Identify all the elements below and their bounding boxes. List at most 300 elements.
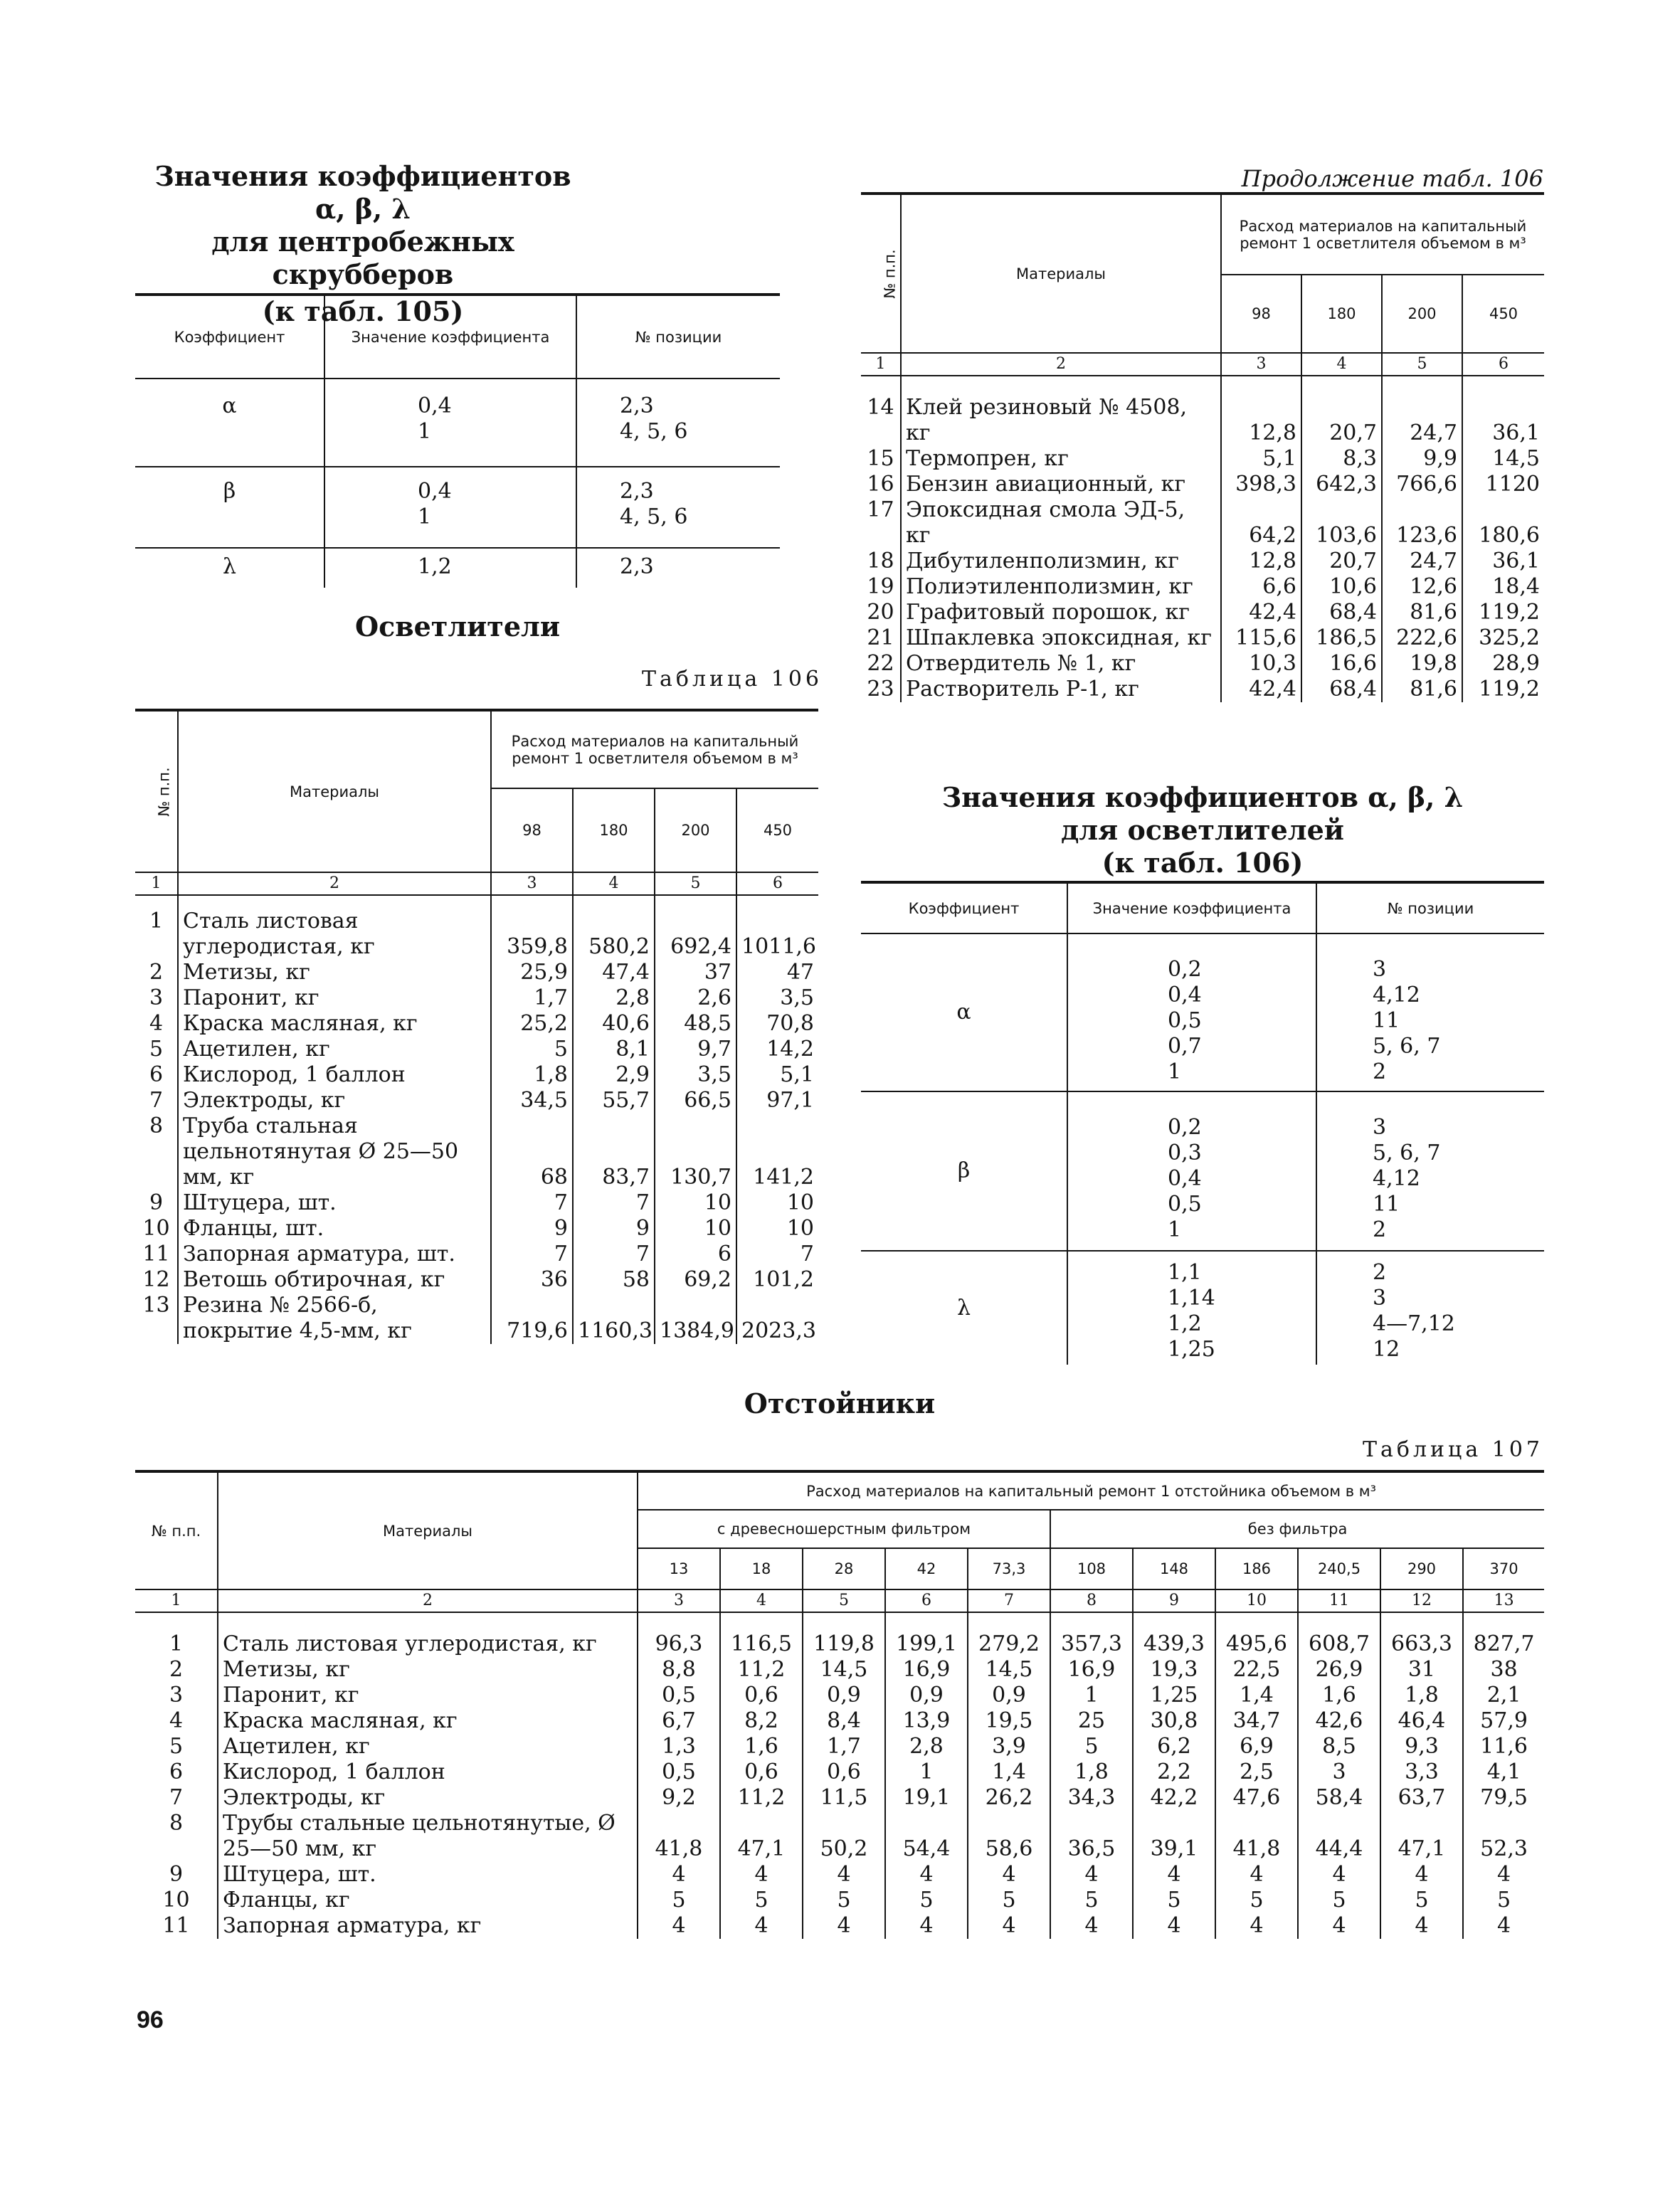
clarifiers-heading: Осветлители	[354, 610, 561, 642]
group-filter-header: с древесношерстным фильтром	[638, 1510, 1050, 1548]
value-cell: 4	[1050, 1862, 1133, 1888]
value-cell: 439,3	[1133, 1612, 1215, 1657]
volume-header: 200	[1382, 275, 1462, 353]
value-cell: 47,1	[1380, 1811, 1463, 1862]
value-cell: 14,5	[968, 1657, 1050, 1683]
value-cell: 58,6	[968, 1811, 1050, 1862]
row-number: 2	[169, 1657, 184, 1682]
value-cell: 16,9	[1050, 1657, 1133, 1683]
value-cell: 4	[968, 1913, 1050, 1939]
col-num-header	[135, 710, 178, 872]
table-row	[135, 985, 818, 1011]
material-name: Паронит, кг	[218, 1683, 638, 1708]
coef-positions: 2,3	[576, 548, 780, 588]
value-cell: 357,3	[1050, 1612, 1133, 1657]
value-cell: 54,4	[885, 1811, 968, 1862]
col-index: 4	[720, 1589, 803, 1612]
row-number: 10	[142, 1216, 170, 1241]
value-cell: 10	[655, 1190, 736, 1216]
value-cell: 5	[968, 1888, 1050, 1913]
row-number: 21	[867, 625, 894, 650]
table-row	[861, 497, 1544, 549]
volume-header: 148	[1133, 1548, 1215, 1589]
value-cell: 12,6	[1382, 574, 1462, 600]
table-row	[861, 376, 1544, 446]
material-name: Ацетилен, кг	[178, 1037, 491, 1062]
volume-header: 18	[720, 1548, 803, 1589]
row-number: 17	[867, 497, 894, 522]
material-name: Запорная арматура, шт.	[178, 1242, 491, 1267]
title-line: Значения коэффициентов α, β, λ	[154, 160, 571, 225]
value-cell: 9,7	[655, 1037, 736, 1062]
material-name: Паронит, кг	[178, 985, 491, 1011]
col-header: Коэффициент	[861, 882, 1067, 933]
value-cell: 10	[736, 1216, 818, 1242]
table-row	[861, 677, 1544, 702]
value-cell: 5	[803, 1888, 885, 1913]
value-cell: 68,4	[1301, 677, 1382, 702]
value-cell: 55,7	[573, 1088, 655, 1113]
value-cell: 642,3	[1301, 472, 1382, 497]
table-row	[135, 1242, 818, 1267]
value-cell: 692,4	[655, 895, 736, 960]
coef-values: 0,4 1	[324, 467, 576, 548]
group-nofilter-header: без фильтра	[1050, 1510, 1544, 1548]
value-cell: 4	[1215, 1862, 1298, 1888]
col-index: 5	[803, 1589, 885, 1612]
value-cell: 495,6	[1215, 1612, 1298, 1657]
table-row	[861, 651, 1544, 677]
value-cell: 766,6	[1382, 472, 1462, 497]
value-cell: 1,4	[1215, 1683, 1298, 1708]
value-cell: 4	[638, 1913, 720, 1939]
row-number: 15	[867, 446, 894, 471]
value-cell: 6,6	[1221, 574, 1301, 600]
value-cell: 5	[491, 1037, 573, 1062]
col-index: 1	[861, 353, 901, 376]
value-cell: 6,9	[1215, 1734, 1298, 1760]
row-number: 18	[867, 549, 894, 573]
value-cell: 6	[655, 1242, 736, 1267]
value-cell: 26,9	[1298, 1657, 1380, 1683]
col-index: 2	[901, 353, 1221, 376]
coef-values: 0,4 1	[324, 379, 576, 467]
col-index: 13	[1463, 1589, 1544, 1612]
value-cell: 42,4	[1221, 600, 1301, 625]
value-cell: 41,8	[638, 1811, 720, 1862]
col-materials-header: Материалы	[218, 1471, 638, 1589]
col-num-label: № п.п.	[155, 766, 173, 817]
value-cell: 5	[720, 1888, 803, 1913]
table-row	[861, 600, 1544, 625]
value-cell: 5	[1050, 1888, 1133, 1913]
row-number: 16	[867, 472, 894, 497]
value-cell: 9,9	[1382, 446, 1462, 472]
table-row	[135, 1760, 1544, 1785]
value-cell: 36,5	[1050, 1811, 1133, 1862]
material-name: Трубы стальные цельнотянутые, Ø 25—50 мм, кг	[218, 1811, 638, 1862]
value-cell: 25,2	[491, 1011, 573, 1037]
value-cell: 5	[885, 1888, 968, 1913]
value-cell: 141,2	[736, 1113, 818, 1190]
table-row	[135, 1734, 1544, 1760]
volume-header: 42	[885, 1548, 968, 1589]
table107-label: Таблица 107	[1363, 1437, 1543, 1462]
value-cell: 1011,6	[736, 895, 818, 960]
value-cell: 0,5	[638, 1683, 720, 1708]
value-cell: 42,2	[1133, 1785, 1215, 1811]
volume-header: 98	[491, 788, 573, 872]
value-cell: 2,6	[655, 985, 736, 1011]
value-cell: 4	[885, 1913, 968, 1939]
value-cell: 1384,9	[655, 1293, 736, 1344]
col-index: 1	[135, 872, 178, 895]
coef-symbol: λ	[222, 554, 236, 579]
col-index: 4	[1301, 353, 1382, 376]
material-name: Сталь листовая углеродистая, кг	[218, 1612, 638, 1657]
value-cell: 12,8	[1221, 549, 1301, 574]
volume-header: 180	[1301, 275, 1382, 353]
material-name: Фланцы, шт.	[178, 1216, 491, 1242]
row-number: 7	[149, 1088, 164, 1113]
value-cell: 13,9	[885, 1708, 968, 1734]
volume-header: 108	[1050, 1548, 1133, 1589]
value-cell: 2023,3	[736, 1293, 818, 1344]
value-cell: 1,7	[491, 985, 573, 1011]
value-cell: 0,9	[885, 1683, 968, 1708]
value-cell: 25	[1050, 1708, 1133, 1734]
value-cell: 4	[803, 1862, 885, 1888]
value-cell: 1,6	[720, 1734, 803, 1760]
value-cell: 3,3	[1380, 1760, 1463, 1785]
value-cell: 1,6	[1298, 1683, 1380, 1708]
value-cell: 119,8	[803, 1612, 885, 1657]
value-cell: 186,5	[1301, 625, 1382, 651]
value-cell: 81,6	[1382, 677, 1462, 702]
value-cell: 2,8	[573, 985, 655, 1011]
value-cell: 398,3	[1221, 472, 1301, 497]
volume-header: 186	[1215, 1548, 1298, 1589]
value-cell: 4	[885, 1862, 968, 1888]
table-row	[135, 1216, 818, 1242]
value-cell: 6,7	[638, 1708, 720, 1734]
material-name: Кислород, 1 баллон	[178, 1062, 491, 1088]
value-cell: 68	[491, 1113, 573, 1190]
value-cell: 47,6	[1215, 1785, 1298, 1811]
row-number: 1	[149, 909, 164, 933]
volume-header: 98	[1221, 275, 1301, 353]
value-cell: 4	[1463, 1913, 1544, 1939]
value-cell: 19,8	[1382, 651, 1462, 677]
coef-values: 1,2	[324, 548, 576, 588]
value-cell: 123,6	[1382, 497, 1462, 549]
material-name: Отвердитель № 1, кг	[901, 651, 1221, 677]
table-row	[135, 1785, 1544, 1811]
value-cell: 9	[491, 1216, 573, 1242]
col-index: 5	[655, 872, 736, 895]
col-index: 12	[1380, 1589, 1463, 1612]
page-number: 96	[137, 2006, 164, 2033]
value-cell: 2,5	[1215, 1760, 1298, 1785]
table-row	[861, 472, 1544, 497]
value-cell: 39,1	[1133, 1811, 1215, 1862]
table-row	[861, 625, 1544, 651]
value-cell: 4	[1463, 1862, 1544, 1888]
value-cell: 4	[720, 1913, 803, 1939]
row-number: 19	[867, 574, 894, 599]
value-cell: 119,2	[1462, 600, 1544, 625]
table106-part1	[135, 709, 818, 1344]
value-cell: 19,5	[968, 1708, 1050, 1734]
value-cell: 116,5	[720, 1612, 803, 1657]
table-row	[861, 574, 1544, 600]
col-header: Значение коэффициента	[324, 295, 576, 379]
value-cell: 70,8	[736, 1011, 818, 1037]
table106-cont-label: Продолжение табл. 106	[1241, 165, 1543, 192]
value-cell: 37	[655, 960, 736, 985]
value-cell: 14,2	[736, 1037, 818, 1062]
value-cell: 4	[638, 1862, 720, 1888]
col-index: 3	[638, 1589, 720, 1612]
value-cell: 46,4	[1380, 1708, 1463, 1734]
row-number: 10	[162, 1888, 190, 1912]
table-row	[135, 1190, 818, 1216]
value-cell: 7	[491, 1190, 573, 1216]
material-name: Растворитель Р-1, кг	[901, 677, 1221, 702]
coef-values: 0,2 0,4 0,5 0,7 1	[1067, 933, 1316, 1091]
table-row	[135, 1062, 818, 1088]
value-cell: 663,3	[1380, 1612, 1463, 1657]
value-cell: 38	[1463, 1657, 1544, 1683]
table-row	[135, 1267, 818, 1293]
col-index: 5	[1382, 353, 1462, 376]
value-cell: 79,5	[1463, 1785, 1544, 1811]
value-cell: 11,5	[803, 1785, 885, 1811]
value-cell: 14,5	[803, 1657, 885, 1683]
title-line: Значения коэффициентов α, β, λ	[941, 781, 1464, 813]
value-cell: 42,4	[1221, 677, 1301, 702]
row-number: 8	[169, 1811, 184, 1836]
coef-symbol: β	[861, 1091, 1067, 1251]
value-cell: 5	[1133, 1888, 1215, 1913]
value-cell: 5	[1298, 1888, 1380, 1913]
value-cell: 26,2	[968, 1785, 1050, 1811]
row-number: 9	[149, 1190, 164, 1215]
value-cell: 47	[736, 960, 818, 985]
value-cell: 1160,3	[573, 1293, 655, 1344]
material-name: Эпоксидная смола ЭД-5, кг	[901, 497, 1221, 549]
value-cell: 42,6	[1298, 1708, 1380, 1734]
value-cell: 0,9	[968, 1683, 1050, 1708]
row-number: 14	[867, 395, 894, 420]
value-cell: 10	[736, 1190, 818, 1216]
table-row	[135, 1113, 818, 1190]
value-cell: 4	[1133, 1862, 1215, 1888]
table-row	[135, 895, 818, 960]
volume-header: 240,5	[1298, 1548, 1380, 1589]
col-index: 7	[968, 1589, 1050, 1612]
value-cell: 3,9	[968, 1734, 1050, 1760]
col-index: 10	[1215, 1589, 1298, 1612]
row-number: 1	[169, 1631, 184, 1656]
value-cell: 11,2	[720, 1657, 803, 1683]
value-cell: 69,2	[655, 1267, 736, 1293]
value-cell: 22,5	[1215, 1657, 1298, 1683]
coef-positions: 2 3 4—7,12 12	[1316, 1251, 1544, 1365]
value-cell: 4	[1215, 1913, 1298, 1939]
row-number: 4	[169, 1708, 184, 1733]
value-cell: 101,2	[736, 1267, 818, 1293]
col-header: Значение коэффициента	[1067, 882, 1316, 933]
material-name: Резина № 2566-б, покрытие 4,5-мм, кг	[178, 1293, 491, 1344]
value-cell: 4	[803, 1913, 885, 1939]
value-cell: 1,3	[638, 1734, 720, 1760]
material-name: Полиэтиленполизмин, кг	[901, 574, 1221, 600]
coef-positions: 2,3 4, 5, 6	[576, 379, 780, 467]
material-name: Термопрен, кг	[901, 446, 1221, 472]
title-line: для осветлителей	[1061, 814, 1344, 846]
value-cell: 2,2	[1133, 1760, 1215, 1785]
table-row	[135, 1888, 1544, 1913]
table-row	[135, 1683, 1544, 1708]
value-cell: 3,5	[655, 1062, 736, 1088]
coef-positions: 3 4,12 11 5, 6, 7 2	[1316, 933, 1544, 1091]
material-name: Метизы, кг	[178, 960, 491, 985]
title-line: для центробежных скрубберов	[211, 226, 514, 290]
material-name: Ацетилен, кг	[218, 1734, 638, 1760]
coef-positions: 3 5, 6, 7 4,12 11 2	[1316, 1091, 1544, 1251]
col-index: 6	[885, 1589, 968, 1612]
table-row	[135, 960, 818, 985]
value-cell: 0,5	[638, 1760, 720, 1785]
col-header: № позиции	[576, 295, 780, 379]
row-number: 4	[149, 1011, 164, 1036]
row-number: 5	[169, 1734, 184, 1759]
volume-header: 290	[1380, 1548, 1463, 1589]
title-line: (к табл. 106)	[1101, 847, 1304, 879]
table-row	[861, 446, 1544, 472]
volume-header: 180	[573, 788, 655, 872]
value-cell: 3,5	[736, 985, 818, 1011]
volume-header: 450	[736, 788, 818, 872]
value-cell: 130,7	[655, 1113, 736, 1190]
clarifiers-coef-title	[861, 781, 1544, 879]
value-cell: 115,6	[1221, 625, 1301, 651]
value-cell: 9,2	[638, 1785, 720, 1811]
value-cell: 359,8	[491, 895, 573, 960]
value-cell: 18,4	[1462, 574, 1544, 600]
value-cell: 36,1	[1462, 376, 1544, 446]
value-cell: 580,2	[573, 895, 655, 960]
value-cell: 16,6	[1301, 651, 1382, 677]
value-cell: 2,8	[885, 1734, 968, 1760]
coef-positions: 2,3 4, 5, 6	[576, 467, 780, 548]
coef-symbol: α	[135, 379, 324, 467]
value-cell: 14,5	[1462, 446, 1544, 472]
value-cell: 4	[1298, 1913, 1380, 1939]
value-cell: 199,1	[885, 1612, 968, 1657]
title-line: (к табл. 105)	[262, 295, 464, 327]
value-cell: 1	[885, 1760, 968, 1785]
value-cell: 24,7	[1382, 549, 1462, 574]
material-name: Метизы, кг	[218, 1657, 638, 1683]
value-cell: 103,6	[1301, 497, 1382, 549]
value-cell: 8,4	[803, 1708, 885, 1734]
volume-header: 370	[1463, 1548, 1544, 1589]
volume-header: 13	[638, 1548, 720, 1589]
value-cell: 34,7	[1215, 1708, 1298, 1734]
value-cell: 4	[1380, 1913, 1463, 1939]
col-materials-header: Материалы	[901, 194, 1221, 353]
value-cell: 180,6	[1462, 497, 1544, 549]
material-name: Запорная арматура, кг	[218, 1913, 638, 1939]
value-cell: 36,1	[1462, 549, 1544, 574]
col-group-header: Расход материалов на капитальный ремонт 1 осветлителя объемом в м³	[491, 710, 818, 788]
row-number: 9	[169, 1862, 184, 1887]
value-cell: 608,7	[1298, 1612, 1380, 1657]
col-header: Коэффициент	[135, 295, 324, 379]
value-cell: 8,8	[638, 1657, 720, 1683]
value-cell: 19,3	[1133, 1657, 1215, 1683]
value-cell: 5	[638, 1888, 720, 1913]
material-name: Краска масляная, кг	[218, 1708, 638, 1734]
value-cell: 47,4	[573, 960, 655, 985]
table-row	[861, 549, 1544, 574]
material-name: Графитовый порошок, кг	[901, 600, 1221, 625]
value-cell: 5,1	[736, 1062, 818, 1088]
value-cell: 3	[1298, 1760, 1380, 1785]
value-cell: 5,1	[1221, 446, 1301, 472]
value-cell: 30,8	[1133, 1708, 1215, 1734]
value-cell: 2,1	[1463, 1683, 1544, 1708]
material-name: Штуцера, шт.	[178, 1190, 491, 1216]
material-name: Сталь листовая углеродистая, кг	[178, 895, 491, 960]
row-number: 7	[169, 1785, 184, 1810]
value-cell: 19,1	[885, 1785, 968, 1811]
value-cell: 20,7	[1301, 549, 1382, 574]
col-index: 11	[1298, 1589, 1380, 1612]
col-index: 2	[178, 872, 491, 895]
value-cell: 827,7	[1463, 1612, 1544, 1657]
value-cell: 7	[573, 1190, 655, 1216]
value-cell: 4	[1298, 1862, 1380, 1888]
value-cell: 58,4	[1298, 1785, 1380, 1811]
value-cell: 11,2	[720, 1785, 803, 1811]
value-cell: 57,9	[1463, 1708, 1544, 1734]
value-cell: 5	[1463, 1888, 1544, 1913]
value-cell: 1,8	[491, 1062, 573, 1088]
value-cell: 11,6	[1463, 1734, 1544, 1760]
volume-header: 450	[1462, 275, 1544, 353]
value-cell: 48,5	[655, 1011, 736, 1037]
table-row	[135, 1037, 818, 1062]
table-row	[135, 1708, 1544, 1734]
table-row	[135, 1612, 1544, 1657]
value-cell: 7	[573, 1242, 655, 1267]
value-cell: 0,6	[720, 1760, 803, 1785]
row-number: 13	[142, 1293, 170, 1318]
value-cell: 24,7	[1382, 376, 1462, 446]
value-cell: 63,7	[1380, 1785, 1463, 1811]
volume-header: 73,3	[968, 1548, 1050, 1589]
value-cell: 8,5	[1298, 1734, 1380, 1760]
row-number: 22	[867, 651, 894, 676]
value-cell: 1	[1050, 1683, 1133, 1708]
table-row	[135, 1088, 818, 1113]
value-cell: 1,8	[1380, 1683, 1463, 1708]
value-cell: 83,7	[573, 1113, 655, 1190]
col-index: 4	[573, 872, 655, 895]
